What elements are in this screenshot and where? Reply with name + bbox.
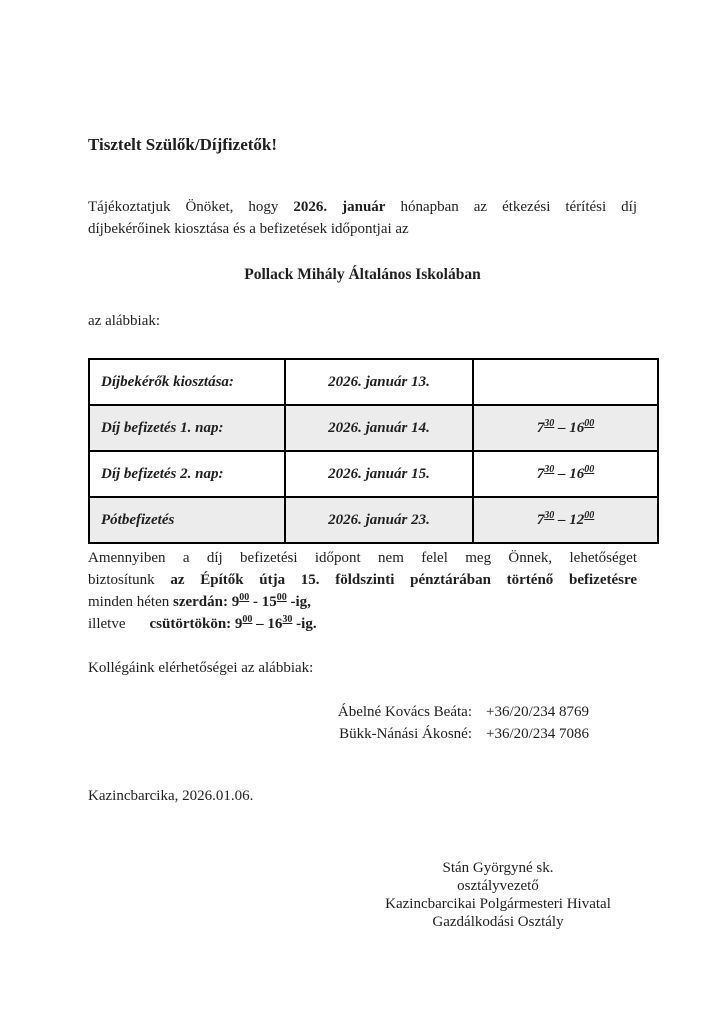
thursday-label: csütörtökön:	[149, 616, 235, 632]
payment-note-line-1: Amennyiben a díj befizetési időpont nem felel meg Önnek, lehetőséget	[88, 550, 637, 566]
contact-row	[88, 701, 637, 723]
time-separator: -	[249, 594, 262, 610]
intro-line-1	[88, 196, 637, 218]
time-from-minute: 30	[544, 463, 555, 475]
time-to-minute: 00	[584, 509, 595, 521]
contact-name: Bükk-Nánási Ákosné:	[339, 726, 472, 742]
contact-name: Ábelné Kovács Beáta:	[337, 704, 472, 720]
table-row	[89, 451, 658, 497]
time-separator: –	[554, 419, 570, 436]
time-to-hour: 16	[569, 419, 585, 436]
time-to-minute: 00	[584, 417, 595, 429]
row-time-cell	[473, 497, 658, 543]
row-date-cell: 2026. január 15.	[285, 451, 473, 497]
time-from-hour: 7	[536, 419, 545, 436]
time-to-minute: 00	[276, 592, 287, 603]
time-from-hour: 7	[536, 511, 545, 528]
row-label-cell: Díj befizetés 1. nap:	[89, 405, 285, 451]
contacts-list	[88, 701, 637, 745]
time-separator: –	[554, 465, 570, 482]
signature-name: Stán Györgyné sk.	[442, 860, 554, 876]
contact-phone: +36/20/234 8769	[486, 704, 590, 720]
payment-line4-pre: illetve	[88, 616, 126, 632]
time-to-hour: 12	[569, 511, 585, 528]
table-row	[89, 497, 658, 543]
row-time-cell	[473, 451, 658, 497]
time-from-hour: 9	[234, 616, 243, 632]
school-name-heading: Pollack Mihály Általános Iskolában	[244, 266, 481, 283]
contact-phone: +36/20/234 7086	[486, 726, 590, 742]
row-date-cell: 2026. január 23.	[285, 497, 473, 543]
payment-note-line-2	[88, 569, 637, 591]
time-separator: –	[554, 511, 570, 528]
payment-line2-pre: biztosítunk	[88, 572, 171, 588]
wednesday-label: szerdán:	[172, 594, 232, 610]
time-suffix: -ig.	[292, 616, 317, 632]
payment-line3-pre: minden héten	[88, 594, 173, 610]
signature-role: osztályvezető	[457, 878, 539, 894]
time-from-hour: 7	[536, 465, 545, 482]
time-to-minute: 30	[282, 614, 293, 625]
time-from-minute: 00	[242, 614, 253, 625]
signature-office: Kazincbarcikai Polgármesteri Hivatal	[385, 896, 611, 912]
document-title: Tisztelt Szülők/Díjfizetők!	[88, 135, 278, 154]
contacts-heading: Kollégáink elérhetőségei az alábbiak:	[88, 660, 314, 676]
schedule-table	[88, 358, 659, 544]
signature-block	[348, 859, 648, 931]
contact-row	[88, 723, 637, 745]
signature-department: Gazdálkodási Osztály	[432, 914, 564, 930]
thursday-hours	[150, 616, 317, 632]
time-from-minute: 00	[239, 592, 250, 603]
wednesday-hours	[173, 594, 311, 610]
time-from-minute: 30	[544, 509, 555, 521]
intro-line1-pre: Tájékoztatjuk Önöket, hogy	[88, 199, 294, 215]
time-to-hour: 16	[267, 616, 283, 632]
row-label-cell: Díj befizetés 2. nap:	[89, 451, 285, 497]
intro-line1-post: hónapban az étkezési térítési díj	[385, 199, 638, 215]
row-label-cell: Pótbefizetés	[89, 497, 285, 543]
payment-note-line-3	[88, 591, 637, 613]
following-label: az alábbiak:	[88, 313, 161, 329]
time-to-minute: 00	[584, 463, 595, 475]
time-separator: –	[252, 616, 268, 632]
row-time-cell	[473, 359, 658, 405]
row-time-cell	[473, 405, 658, 451]
payment-line2-bold: az Építők útja 15. földszinti pénztárában történő befizetésre	[170, 572, 638, 588]
intro-paragraph	[88, 196, 637, 240]
payment-note-paragraph	[88, 547, 637, 635]
time-from-hour: 9	[231, 594, 240, 610]
intro-line-2: díjbekérőinek kiosztása és a befizetések időpontjai az	[88, 221, 409, 237]
table-row	[89, 359, 658, 405]
time-to-hour: 15	[261, 594, 277, 610]
table-row	[89, 405, 658, 451]
row-date-cell: 2026. január 14.	[285, 405, 473, 451]
time-from-minute: 30	[544, 417, 555, 429]
intro-line1-bold: 2026. január	[293, 199, 386, 215]
row-label-cell: Díjbekérők kiosztása:	[89, 359, 285, 405]
place-date: Kazincbarcika, 2026.01.06.	[88, 788, 254, 804]
time-suffix: -ig,	[286, 594, 311, 610]
payment-note-line-4	[88, 613, 637, 635]
row-date-cell: 2026. január 13.	[285, 359, 473, 405]
time-to-hour: 16	[569, 465, 585, 482]
